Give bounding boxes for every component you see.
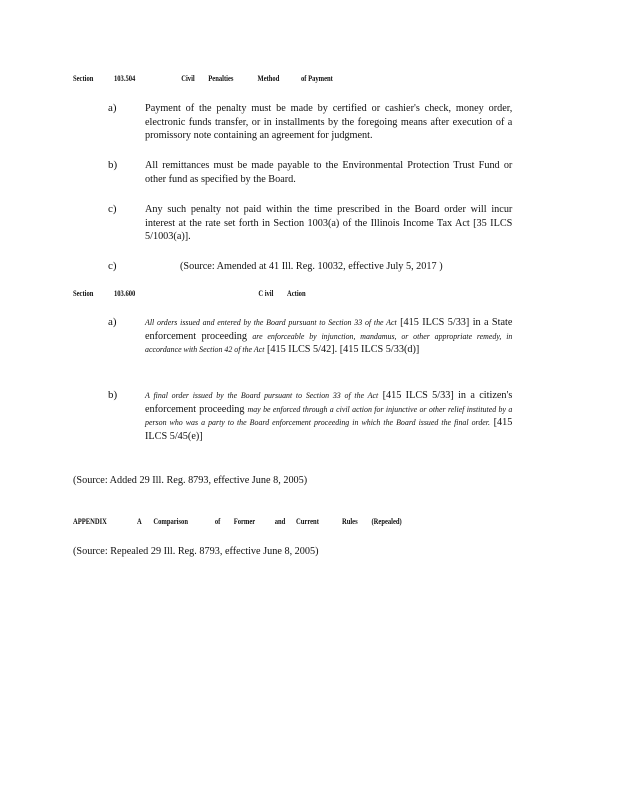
item-label-b: b) [108,389,118,401]
appendix-title-word: (Repealed) [371,517,402,526]
item-label-c-source: c) [108,260,117,272]
italic-statutory-text: A final order issued by the Board pursuant to Section 33 of the Act [145,390,379,400]
citation-text: [415 ILCS 5/45(e)] [145,416,513,442]
paragraph-citizen-enforcement [145,389,512,443]
italic-statutory-text: are enforceable by injunction, mandamus, or other appropriate remedy, in accordance with Section 42 of the Act [145,330,513,354]
section-103-600-heading [73,289,401,301]
heading-title-word: C ivil [258,289,274,298]
heading-title-word: Civil [181,74,195,83]
italic-statutory-text: may be enforced through a civil action for injunctive or other relief instituted by a person who was a party to the Board enforcement proceeding in which the Board issued the final order. [145,403,513,427]
appendix-heading [73,517,417,529]
heading-title-word: of Payment [300,74,333,83]
source-note-504: (Source: Amended at 41 Ill. Reg. 10032, effective July 5, 2017 ) [180,260,443,272]
citation-text: [415 ILCS 5/33] in a State enforcement proceeding [145,316,513,342]
heading-title-word: Action [287,289,306,298]
heading-section-word: Section [73,74,94,83]
item-label-a: a) [108,316,117,328]
citation-text: [415 ILCS 5/33] in a citizen's enforcement proceeding [145,389,513,415]
paragraph-interest: Any such penalty not paid within the time prescribed in the Board order will incur interest at the rate set forth in Section 1003(a) of the Illinois Income Tax Act [35 ILCS 5/1003(a)]. [145,203,513,242]
paragraph-state-enforcement [145,316,512,357]
item-label-a: a) [108,102,117,114]
appendix-title-word: Rules [341,517,358,526]
paragraph-remittances: All remittances must be made payable to the Environmental Protection Trust Fund or other fund as specified by the Board. [145,159,513,185]
appendix-title-word: Current [296,517,319,526]
appendix-title-word: Comparison [153,517,188,526]
heading-section-number: 103.504 [114,74,136,83]
source-note-600: (Source: Added 29 Ill. Reg. 8793, effective June 8, 2005) [73,474,308,486]
citation-text: [415 ILCS 5/42]. [415 ILCS 5/33(d)] [266,343,420,355]
source-note-appendix: (Source: Repealed 29 Ill. Reg. 8793, effective June 8, 2005) [73,545,319,557]
appendix-title-word: and [274,517,286,526]
paragraph-payment-method: Payment of the penalty must be made by certified or cashier's check, money order, electronic funds transfer, or in installments by the foregoing means after execution of a promissory note containing an agreement for judgment. [145,102,513,141]
appendix-title-word: A [136,517,142,526]
heading-title-word: Method [257,74,280,83]
item-label-c: c) [108,203,117,215]
section-103-504-heading [73,74,401,86]
italic-statutory-text: All orders issued and entered by the Board pursuant to Section 33 of the Act [145,317,397,327]
appendix-title-word: of [214,517,221,526]
appendix-label: APPENDIX [73,517,107,526]
item-label-b: b) [108,159,118,171]
appendix-title-word: Former [233,517,256,526]
heading-title-word: Penalties [208,74,234,83]
heading-section-word: Section [73,289,94,298]
heading-section-number: 103.600 [114,289,136,298]
